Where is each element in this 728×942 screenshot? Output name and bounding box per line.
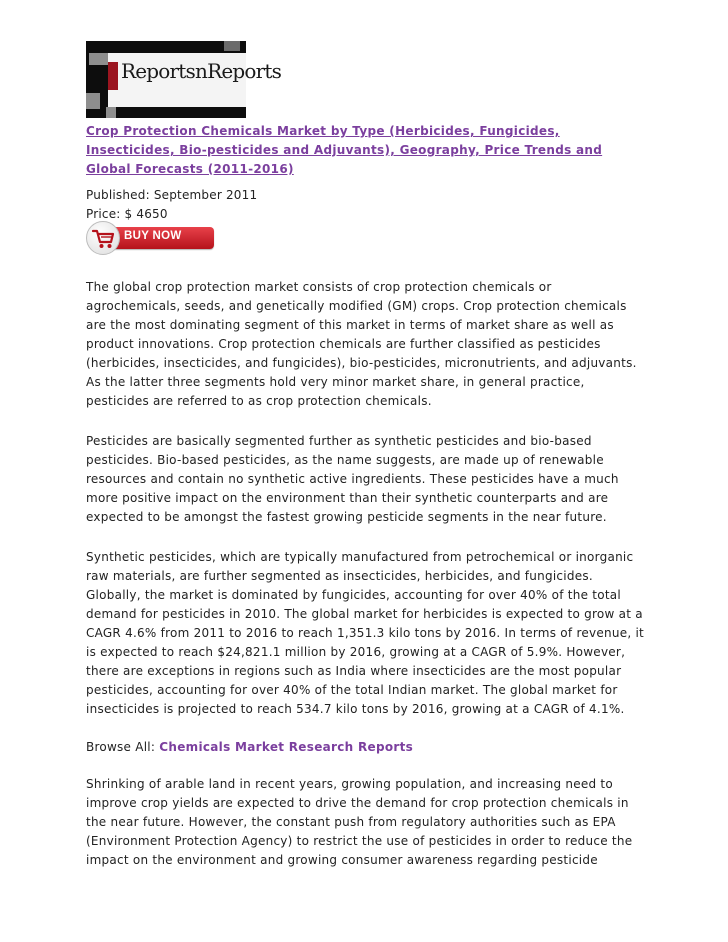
logo-text: ReportsnReports	[121, 59, 282, 83]
logo-square-decoration	[86, 93, 100, 109]
report-title-link[interactable]: Crop Protection Chemicals Market by Type (Herbicides, Fungicides, Insecticides, Bio-pesticides and Adjuvants), Geography, Price Trends and Global Forecasts (2011-2016)	[86, 124, 603, 176]
browse-all-line	[86, 740, 646, 754]
buy-now-button[interactable]	[86, 221, 216, 255]
logo-square-decoration	[224, 41, 240, 51]
logo-square-decoration	[106, 107, 116, 118]
paragraph: Pesticides are basically segmented further as synthetic pesticides and bio-based pesticides. Bio-based pesticides, as the name suggests, are made up of renewable resources and contain no synthetic active ingredients. These pesticides have a much more positive impact on the environment than their synthetic counterparts and are expected to be amongst the fastest growing pesticide segments in the near future.	[86, 434, 619, 524]
chemicals-market-research-reports-link[interactable]: Chemicals Market Research Reports	[159, 740, 414, 754]
paragraph: Shrinking of arable land in recent years, growing population, and increasing need to improve crop yields are expected to drive the demand for crop protection chemicals in the near future. However, the constant push from regulatory authorities such as EPA (Environment Protection Agency) to restrict the use of pesticides in order to reduce the impact on the environment and growing consumer awareness regarding pesticide	[86, 777, 633, 867]
paragraph: The global crop protection market consists of crop protection chemicals or agrochemicals, seeds, and genetically modified (GM) crops. Crop protection chemicals are the most dominating segment of this market in terms of market share as well as product innovations. Crop protection chemicals are further classified as pesticides (herbicides, insecticides, and fungicides), bio-pesticides, micronutrients, and adjuvants. As the latter three segments hold very minor market share, in general practice, pesticides are referred to as crop protection chemicals.	[86, 280, 637, 408]
report-description	[86, 278, 646, 891]
buy-now-label: BUY NOW	[124, 230, 182, 242]
logo-accent-bar	[108, 62, 118, 90]
shopping-cart-icon	[86, 221, 120, 255]
price: Price: $ 4650	[86, 207, 168, 221]
reportsnreports-logo[interactable]	[86, 41, 282, 118]
published-date: Published: September 2011	[86, 188, 258, 202]
browse-all-label: Browse All:	[86, 740, 160, 754]
buy-now-pill	[104, 227, 214, 249]
paragraph: Synthetic pesticides, which are typically manufactured from petrochemical or inorganic raw materials, are further segmented as insecticides, herbicides, and fungicides. Globally, the market is dominated by fungicides, accounting for over 40% of the total demand for pesticides in 2010. The global market for herbicides is expected to grow at a CAGR 4.6% from 2011 to 2016 to reach 1,351.3 kilo tons by 2016. In terms of revenue, it is expected to reach $24,821.1 million by 2016, growing at a CAGR of 5.9%. However, there are exceptions in regions such as India where insecticides are the most popular pesticides, accounting for over 40% of the total Indian market. The global market for insecticides is projected to reach 534.7 kilo tons by 2016, growing at a CAGR of 4.1%.	[86, 550, 644, 716]
